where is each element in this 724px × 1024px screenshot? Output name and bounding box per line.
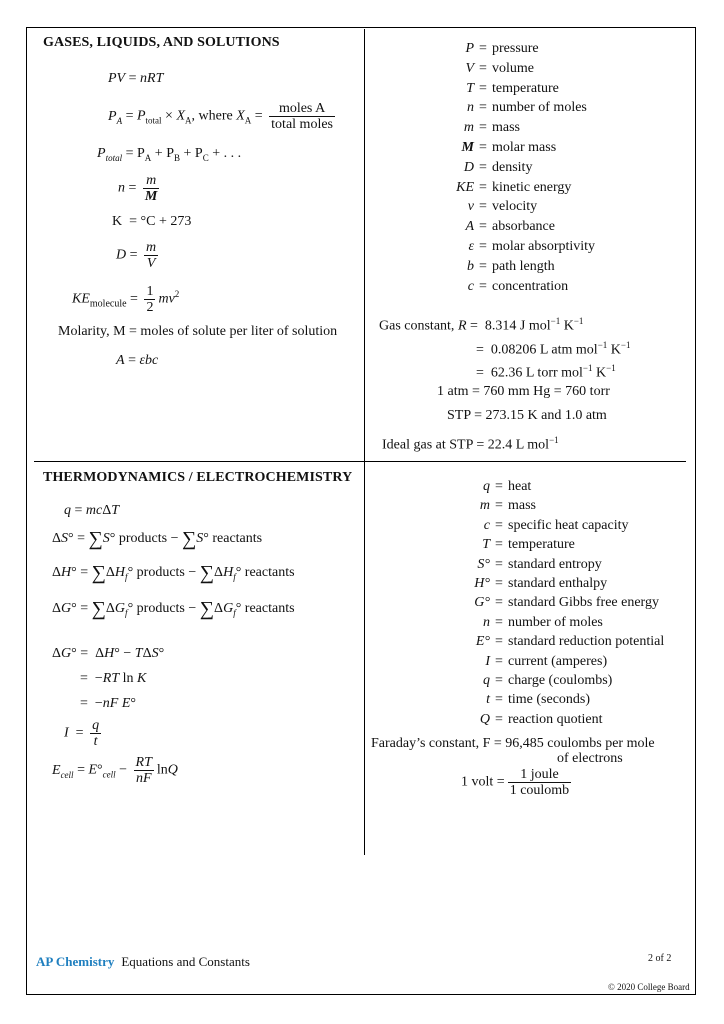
equals-sign: = — [479, 100, 487, 116]
variable-definition: heat — [508, 479, 532, 494]
variable-definition: standard reduction potential — [508, 634, 665, 650]
variable-definition: volume — [492, 60, 534, 76]
equals-sign: = — [479, 120, 487, 136]
variable-symbol: H° — [474, 576, 490, 591]
equation-gibbs-nfe: = −nF E° — [80, 696, 137, 711]
gas-constant-1: Gas constant, R = 8.314 J mol$^{-1}$ $K^{-1}$ — [379, 316, 584, 334]
section-title-thermo: THERMODYNAMICS / ELECTROCHEMISTRY — [43, 470, 353, 485]
variable-definition: temperature — [492, 80, 559, 96]
variable-definition: number of moles — [492, 100, 587, 116]
variable-symbol: T — [466, 80, 474, 96]
variable-row — [354, 99, 587, 117]
variable-row — [370, 536, 575, 554]
equals-sign: = — [495, 673, 503, 688]
variable-definition: standard Gibbs free energy — [508, 595, 659, 611]
equals-sign: = — [479, 199, 487, 215]
equals-sign: = — [495, 653, 503, 669]
variable-definition: current (amperes) — [508, 653, 608, 669]
equals-sign: = — [479, 258, 487, 274]
equation-kinetic-energy: $KE_{molecule}$ = $\frac{1}{2}$ $mv^2$ — [72, 284, 180, 315]
equals-sign: = — [495, 537, 503, 553]
gas-constant-2: = 0.08206 L atm mol$^{-1}$ $K^{-1}$ — [476, 340, 631, 358]
variable-definition: specific heat capacity — [508, 517, 629, 533]
equation-molarity: Molarity, M = moles of solute per liter of solution — [58, 324, 338, 339]
equals-sign: = — [479, 80, 487, 96]
copyright: © 2020 College Board — [608, 982, 690, 992]
equals-sign: = — [479, 278, 487, 294]
equals-sign: = — [495, 479, 503, 494]
variable-definition: kinetic energy — [492, 179, 572, 195]
variable-definition: mass — [492, 120, 520, 136]
variable-symbol: P — [465, 41, 474, 56]
stp-definition: STP = 273.15 K and 1.0 atm — [447, 408, 607, 423]
variable-symbol: b — [467, 258, 474, 274]
equals-sign: = — [495, 517, 503, 533]
equals-sign: = — [495, 634, 503, 650]
variable-row — [354, 159, 532, 177]
equals-sign: = — [495, 576, 503, 591]
variable-symbol: c — [467, 278, 474, 294]
variable-row — [370, 672, 612, 690]
gas-constant-3: = 62.36 L torr mol$^{-1}$ $K^{-1}$ — [476, 363, 616, 381]
variable-symbol: I — [485, 653, 490, 669]
equation-moles: n = $\frac{m}{M}$ — [118, 173, 158, 204]
variable-symbol: t — [486, 692, 490, 708]
equation-beer-lambert: A = εbc — [116, 353, 159, 368]
faraday-constant-cont: of electrons — [557, 751, 623, 766]
equals-sign: = — [495, 556, 503, 572]
variable-row — [354, 40, 539, 58]
equals-sign: = — [495, 692, 503, 708]
variable-symbol: m — [479, 498, 490, 514]
variable-definition: path length — [492, 258, 555, 274]
equation-total-pressure: $P_{total} = P_A + P_B + P_C$ + . . . — [97, 146, 242, 163]
variable-definition: velocity — [492, 199, 538, 215]
variable-definition: temperature — [508, 537, 575, 553]
equation-enthalpy: $\Delta H^\circ = \sum\Delta H_f^\circ$ products − $\sum\Delta H_f^\circ$ reactants — [52, 562, 295, 584]
variable-row — [354, 198, 537, 216]
variable-row — [370, 478, 531, 496]
variable-definition: number of moles — [508, 614, 603, 630]
equation-gibbs-rtlnk: = −RT ln K — [80, 671, 147, 686]
variable-symbol: A — [465, 219, 474, 235]
equation-density: D = $\frac{m}{V}$ — [116, 240, 157, 271]
variable-row — [354, 119, 520, 137]
equals-sign: = — [495, 614, 503, 630]
variable-definition: concentration — [492, 278, 569, 294]
variable-definition: time (seconds) — [508, 692, 591, 708]
footer-subtitle: Equations and Constants — [121, 954, 250, 969]
variable-row — [370, 711, 602, 729]
variable-symbol: v — [467, 199, 474, 215]
variable-row — [370, 575, 607, 593]
variable-symbol: n — [483, 614, 490, 630]
equation-ideal-gas: PV = nRT — [108, 71, 164, 86]
equals-sign: = — [495, 498, 503, 514]
variable-definition: pressure — [492, 41, 539, 56]
equals-sign: = — [479, 140, 487, 155]
variable-symbol: n — [467, 100, 474, 116]
variable-row — [354, 278, 568, 296]
variable-definition: absorbance — [492, 219, 555, 235]
variable-symbol: q — [483, 673, 490, 688]
variable-symbol: D — [463, 159, 474, 175]
variable-row — [370, 556, 602, 574]
variable-row — [370, 633, 664, 651]
equals-sign: = — [479, 179, 487, 195]
variable-definition: molar absorptivity — [492, 239, 596, 254]
variable-row — [354, 80, 559, 98]
variable-definition: charge (coulombs) — [508, 673, 613, 688]
variable-definition: molar mass — [492, 140, 557, 155]
footer-brand: AP Chemistry — [36, 954, 115, 969]
variable-symbol: c — [483, 517, 490, 533]
page-number: 2 of 2 — [648, 953, 672, 964]
footer-title — [36, 953, 250, 972]
variable-row — [370, 594, 659, 612]
equals-sign: = — [495, 595, 503, 611]
variable-symbol: ε — [468, 239, 474, 254]
variable-row — [354, 238, 595, 256]
equation-entropy: ΔS° = ∑S° products − ∑S° reactants — [52, 528, 263, 550]
variable-symbol: m — [463, 120, 474, 136]
variable-symbol: G° — [474, 595, 490, 611]
variable-symbol: M — [461, 140, 474, 155]
variable-definition: reaction quotient — [508, 711, 603, 727]
equation-gibbs-formation: $\Delta G^\circ = \sum\Delta G_f^\circ$ products − $\sum\Delta G_f^\circ$ reactants — [52, 598, 295, 620]
variable-row — [354, 218, 555, 236]
equals-sign: = — [479, 159, 487, 175]
variable-definition: standard enthalpy — [508, 576, 608, 591]
variable-row — [354, 179, 571, 197]
variable-symbol: KE — [456, 179, 474, 195]
equals-sign: = — [479, 41, 487, 56]
variable-row — [370, 497, 536, 515]
variable-row — [370, 614, 603, 632]
equals-sign: = — [495, 711, 503, 727]
variable-row — [370, 653, 607, 671]
volt-definition: 1 volt = $\frac{\text{1 joule}}{\text{1 coulomb}}$ — [461, 767, 570, 798]
equation-current: I = $\frac{q}{t}$ — [64, 718, 100, 749]
variable-symbol: S° — [477, 556, 490, 572]
faraday-constant: Faraday’s constant, F = 96,485 coulombs per mole — [371, 736, 655, 751]
atm-conversion: 1 atm = 760 mm Hg = 760 torr — [437, 384, 610, 399]
variable-symbol: q — [483, 479, 490, 494]
equation-heat: q = mcΔT — [64, 503, 120, 518]
equals-sign: = — [479, 60, 487, 76]
variable-row — [370, 517, 628, 535]
section-title-gases: GASES, LIQUIDS, AND SOLUTIONS — [43, 35, 280, 50]
variable-definition: standard entropy — [508, 556, 602, 572]
equation-nernst: $E_{cell} = E^\circ_{cell}$ − $\frac{RT}{nF}$ lnQ — [52, 755, 178, 786]
equation-gibbs: ΔG° = ΔH° − TΔS° — [52, 646, 165, 661]
section-divider — [34, 461, 686, 462]
variable-symbol: E° — [475, 634, 490, 650]
ideal-gas-stp: Ideal gas at STP = 22.4 L mol$^{-1}$ — [382, 435, 559, 453]
equation-kelvin: K = °C + 273 — [112, 214, 192, 229]
variable-row — [354, 258, 555, 276]
variable-row — [354, 60, 534, 78]
variable-row — [354, 139, 556, 157]
variable-definition: mass — [508, 498, 536, 514]
equation-partial-pressure: $P_A = P_{total} \times X_A$, where $X_A$ = $\frac{\text{moles A}}{\text{total moles}}$ — [108, 101, 333, 132]
variable-symbol: Q — [479, 711, 490, 727]
equals-sign: = — [479, 219, 487, 235]
equals-sign: = — [479, 239, 487, 254]
variable-symbol: V — [465, 60, 474, 76]
variable-symbol: T — [482, 537, 490, 553]
variable-definition: density — [492, 159, 533, 175]
variable-row — [370, 691, 590, 709]
